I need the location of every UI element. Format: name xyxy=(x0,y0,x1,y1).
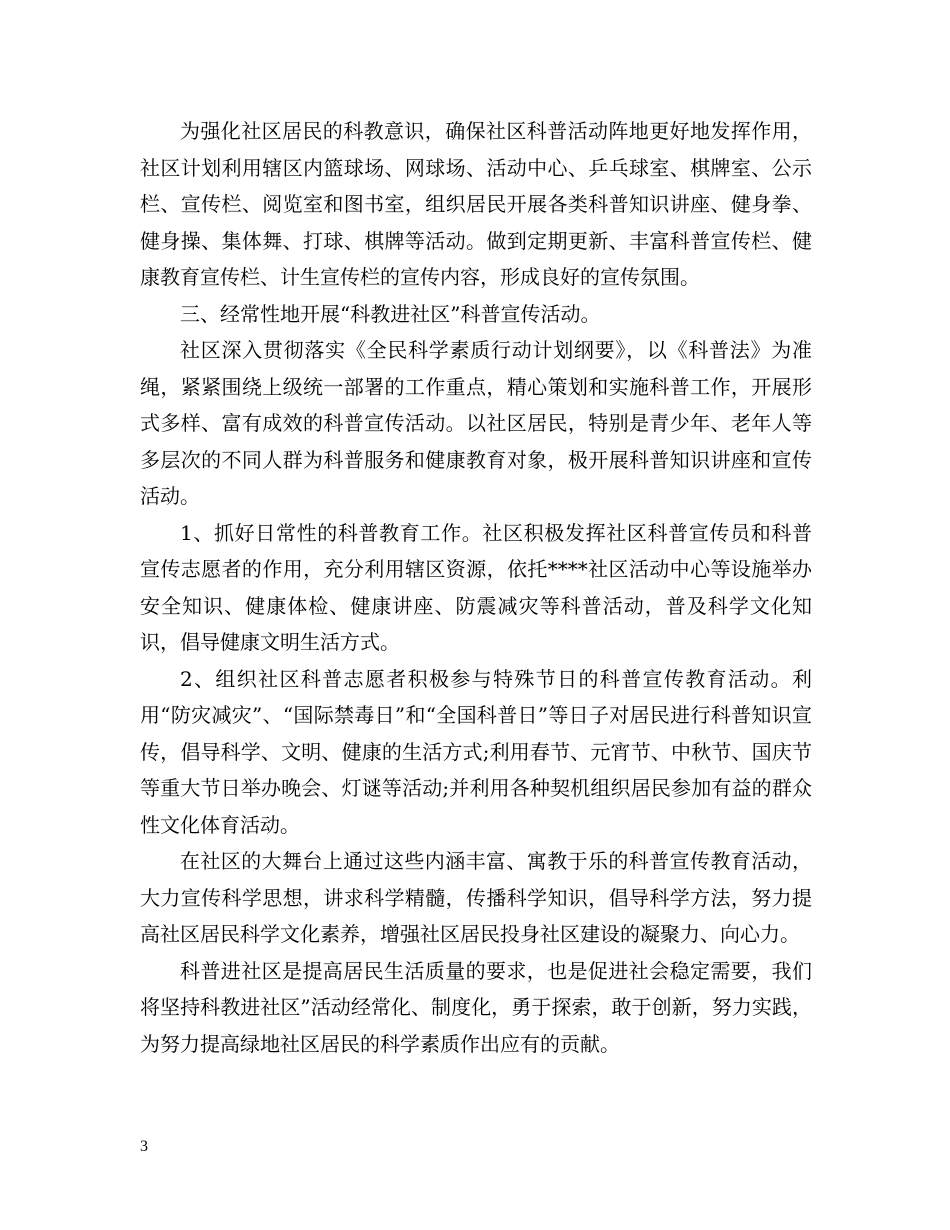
paragraph-item-2: 2、组织社区科普志愿者积极参与特殊节日的科普宣传教育活动。利用“防灾减灾”、“国际禁毒日”和“全国科普日”等日子对居民进行科普知识宣传，倡导科学、文明、健康的生活方式;利用春节、元宵节、中秋节、国庆节等重大节日举办晚会、灯谜等活动;并利用各种契机组织居民参加有益的群众性文化体育活动。 xyxy=(140,666,812,837)
paragraph-conclusion: 科普进社区是提高居民生活质量的要求，也是促进社会稳定需要，我们将坚持科教进社区”活动经常化、制度化，勇于探索，敢于创新，努力实践，为努力提高绿地社区居民的科学素质作出应有的贡献。 xyxy=(140,958,812,1056)
section-heading-3: 三、经常性地开展“科教进社区”科普宣传活动。 xyxy=(180,301,601,326)
paragraph-implementation: 社区深入贯彻落实《全民科学素质行动计划纲要》，以《科普法》为准绳，紧紧围绕上级统一部署的工作重点，精心策划和实施科普工作，开展形式多样、富有成效的科普宣传活动。以社区居民，特别是青少年、老年人等多层次的不同人群为科普服务和健康教育对象，极开展科普知识讲座和宣传活动。 xyxy=(140,338,812,508)
paragraph-stage: 在社区的大舞台上通过这些内涵丰富、寓教于乐的科普宣传教育活动，大力宣传科学思想，讲求科学精髓，传播科学知识，倡导科学方法，努力提高社区居民科学文化素养，增强社区居民投身社区建设的凝聚力、向心力。 xyxy=(140,849,812,946)
page-number: 3 xyxy=(140,1138,148,1155)
paragraph-facilities: 为强化社区居民的科教意识，确保社区科普活动阵地更好地发挥作用，社区计划利用辖区内篮球场、网球场、活动中心、乒乓球室、棋牌室、公示栏、宣传栏、阅览室和图书室，组织居民开展各类科普知识讲座、健身拳、健身操、集体舞、打球、棋牌等活动。做到定期更新、丰富科普宣传栏、健康教育宣传栏、计生宣传栏的宣传内容，形成良好的宣传氛围。 xyxy=(140,119,812,289)
document-body xyxy=(140,113,812,1062)
paragraph-item-1: 1、抓好日常性的科普教育工作。社区积极发挥社区科普宣传员和科普宣传志愿者的作用，充分利用辖区资源，依托****社区活动中心等设施举办安全知识、健康体检、健康讲座、防震减灾等科普活动，普及科学文化知识，倡导健康文明生活方式。 xyxy=(140,520,812,654)
